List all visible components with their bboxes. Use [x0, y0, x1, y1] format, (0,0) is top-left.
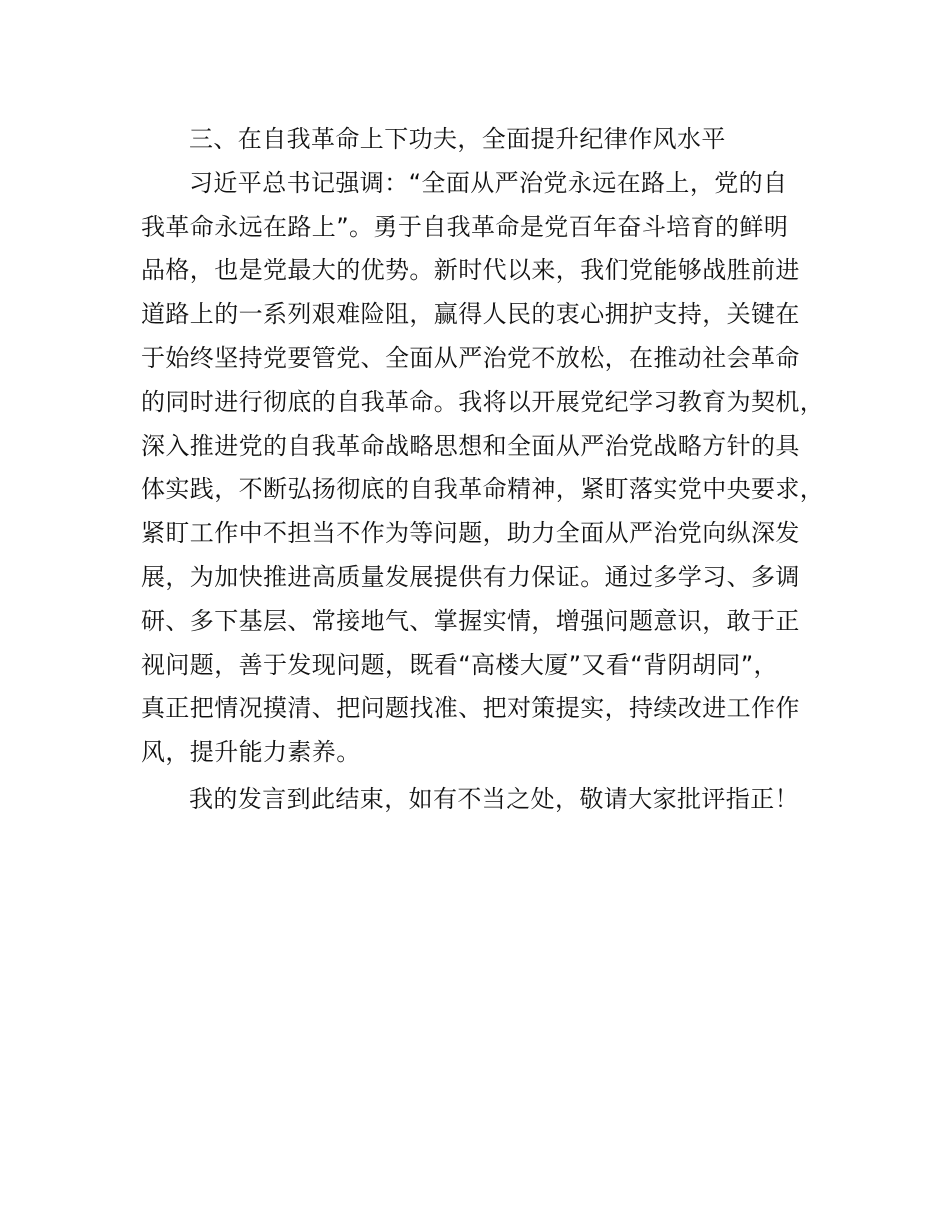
- body-line: 展，为加快推进高质量发展提供有力保证。通过多学习、多调: [141, 562, 800, 591]
- document-content: [141, 118, 831, 825]
- body-line: 习近平总书记强调：“全面从严治党永远在路上，党的自: [189, 168, 788, 197]
- body-line: 风，提升能力素养。: [141, 738, 361, 767]
- body-line: 的同时进行彻底的自我革命。我将以开展党纪学习教育为契机，: [141, 387, 825, 416]
- body-line: 品格，也是党最大的优势。新时代以来，我们党能够战胜前进: [141, 256, 800, 285]
- body-line: 深入推进党的自我革命战略思想和全面从严治党战略方针的具: [141, 431, 800, 460]
- body-line: 紧盯工作中不担当不作为等问题，助力全面从严治党向纵深发: [141, 519, 800, 548]
- body-line: 我革命永远在路上”。勇于自我革命是党百年奋斗培育的鲜明: [141, 212, 789, 241]
- closing-text: 我的发言到此结束，如有不当之处，敬请大家批评指正！: [189, 784, 799, 813]
- body-line: 研、多下基层、常接地气、掌握实情，增强问题意识，敢于正: [141, 606, 800, 635]
- body-line: 真正把情况摸清、把问题找准、把对策提实，持续改进工作作: [141, 694, 800, 723]
- body-line: 于始终坚持党要管党、全面从严治党不放松，在推动社会革命: [141, 343, 800, 372]
- body-line: 视问题，善于发现问题，既看“高楼大厦”又看“背阴胡同”，: [141, 650, 778, 679]
- body-line: 体实践，不断弘扬彻底的自我革命精神，紧盯落实党中央要求，: [141, 475, 825, 504]
- body-line: 道路上的一系列艰难险阻，赢得人民的衷心拥护支持，关键在: [141, 300, 800, 329]
- section-heading-text: 三、在自我革命上下功夫，全面提升纪律作风水平: [189, 125, 726, 153]
- body-paragraph: [141, 162, 831, 775]
- section-heading: [141, 118, 831, 162]
- closing-paragraph: [141, 778, 831, 822]
